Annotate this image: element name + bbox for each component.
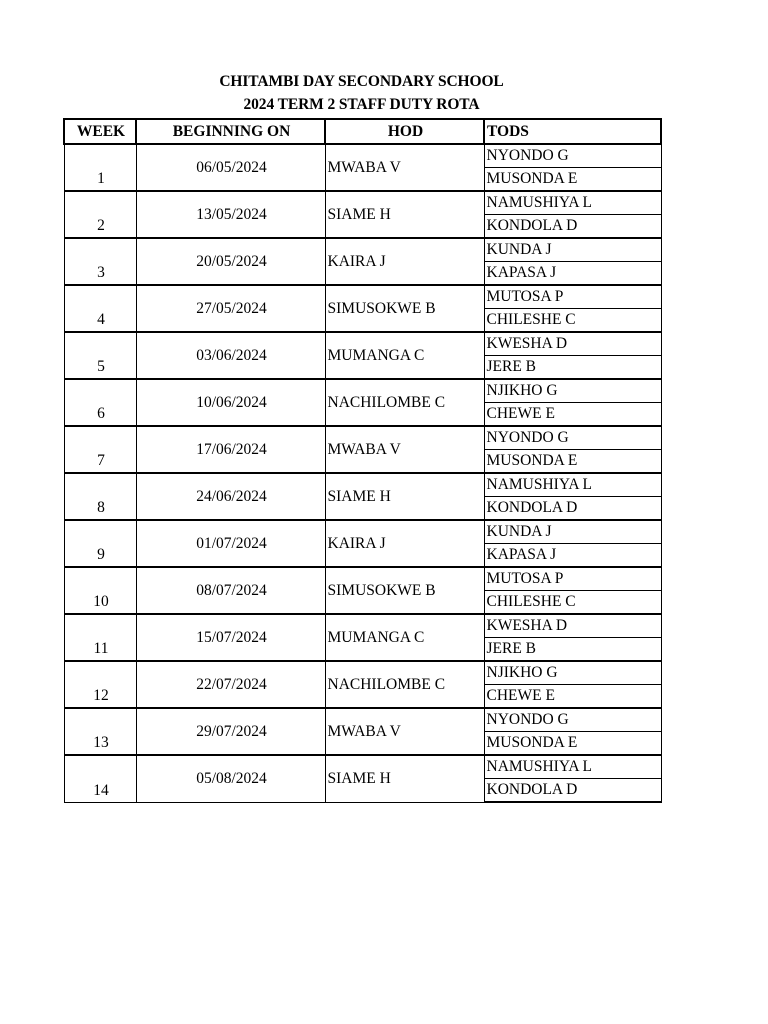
document-title: CHITAMBI DAY SECONDARY SCHOOL: [219, 73, 504, 90]
hod-name: KAIRA J: [325, 520, 484, 567]
tod-first: NJIKHO G: [484, 379, 661, 403]
tod-first: NAMUSHIYA L: [484, 473, 661, 497]
hod-name: MUMANGA C: [325, 614, 484, 661]
tod-first: KUNDA J: [484, 238, 661, 262]
beginning-date: 08/07/2024: [136, 567, 325, 614]
tod-first: KWESHA D: [484, 614, 661, 638]
table-row: [64, 238, 661, 262]
hod-name: SIMUSOKWE B: [325, 567, 484, 614]
beginning-date: 13/05/2024: [136, 191, 325, 238]
table-row: [64, 520, 661, 544]
tod-first: MUTOSA P: [484, 285, 661, 309]
week-number: 11: [64, 614, 136, 661]
tod-first: NYONDO G: [484, 144, 661, 168]
tod-second: KONDOLA D: [484, 215, 661, 239]
table-body: [64, 144, 661, 802]
beginning-date: 10/06/2024: [136, 379, 325, 426]
week-number: 2: [64, 191, 136, 238]
document-subtitle: 2024 TERM 2 STAFF DUTY ROTA: [243, 96, 480, 113]
tod-second: CHEWE E: [484, 685, 661, 709]
beginning-date: 22/07/2024: [136, 661, 325, 708]
hod-name: NACHILOMBE C: [325, 379, 484, 426]
tod-second: CHEWE E: [484, 403, 661, 427]
table-row: [64, 426, 661, 450]
week-number: 12: [64, 661, 136, 708]
table-row: [64, 708, 661, 732]
hod-name: MUMANGA C: [325, 332, 484, 379]
tod-second: KAPASA J: [484, 544, 661, 568]
table-row: [64, 661, 661, 685]
week-number: 13: [64, 708, 136, 755]
beginning-date: 24/06/2024: [136, 473, 325, 520]
table-header-row: [64, 119, 661, 144]
week-number: 4: [64, 285, 136, 332]
table-row: [64, 614, 661, 638]
beginning-date: 06/05/2024: [136, 144, 325, 191]
hod-name: MWABA V: [325, 144, 484, 191]
tod-second: KONDOLA D: [484, 779, 661, 803]
week-number: 8: [64, 473, 136, 520]
table-row: [64, 144, 661, 168]
beginning-date: 17/06/2024: [136, 426, 325, 473]
tod-second: MUSONDA E: [484, 168, 661, 192]
tod-first: KUNDA J: [484, 520, 661, 544]
hod-name: NACHILOMBE C: [325, 661, 484, 708]
beginning-date: 15/07/2024: [136, 614, 325, 661]
table-row: [64, 285, 661, 309]
hod-name: SIMUSOKWE B: [325, 285, 484, 332]
hod-name: SIAME H: [325, 755, 484, 802]
table-row: [64, 755, 661, 779]
table-row: [64, 332, 661, 356]
hod-name: MWABA V: [325, 708, 484, 755]
beginning-date: 27/05/2024: [136, 285, 325, 332]
week-number: 14: [64, 755, 136, 802]
table-row: [64, 567, 661, 591]
beginning-date: 05/08/2024: [136, 755, 325, 802]
week-number: 9: [64, 520, 136, 567]
hod-name: SIAME H: [325, 191, 484, 238]
header-beginning-on: BEGINNING ON: [136, 119, 325, 144]
tod-first: NYONDO G: [484, 426, 661, 450]
tod-first: KWESHA D: [484, 332, 661, 356]
tod-first: NAMUSHIYA L: [484, 191, 661, 215]
tod-second: MUSONDA E: [484, 732, 661, 756]
table-row: [64, 473, 661, 497]
table-row: [64, 191, 661, 215]
tod-first: MUTOSA P: [484, 567, 661, 591]
beginning-date: 20/05/2024: [136, 238, 325, 285]
week-number: 3: [64, 238, 136, 285]
tod-second: JERE B: [484, 356, 661, 380]
tod-first: NJIKHO G: [484, 661, 661, 685]
beginning-date: 29/07/2024: [136, 708, 325, 755]
tod-second: CHILESHE C: [484, 309, 661, 333]
tod-first: NAMUSHIYA L: [484, 755, 661, 779]
week-number: 5: [64, 332, 136, 379]
week-number: 6: [64, 379, 136, 426]
tod-first: NYONDO G: [484, 708, 661, 732]
hod-name: KAIRA J: [325, 238, 484, 285]
tod-second: JERE B: [484, 638, 661, 662]
duty-rota-table: [63, 118, 662, 803]
table-row: [64, 379, 661, 403]
hod-name: SIAME H: [325, 473, 484, 520]
header-tods: TODS: [484, 119, 661, 144]
beginning-date: 03/06/2024: [136, 332, 325, 379]
week-number: 10: [64, 567, 136, 614]
week-number: 7: [64, 426, 136, 473]
header-week: WEEK: [64, 119, 136, 144]
tod-second: MUSONDA E: [484, 450, 661, 474]
tod-second: KAPASA J: [484, 262, 661, 286]
week-number: 1: [64, 144, 136, 191]
header-hod: HOD: [325, 119, 484, 144]
hod-name: MWABA V: [325, 426, 484, 473]
tod-second: CHILESHE C: [484, 591, 661, 615]
beginning-date: 01/07/2024: [136, 520, 325, 567]
tod-second: KONDOLA D: [484, 497, 661, 521]
